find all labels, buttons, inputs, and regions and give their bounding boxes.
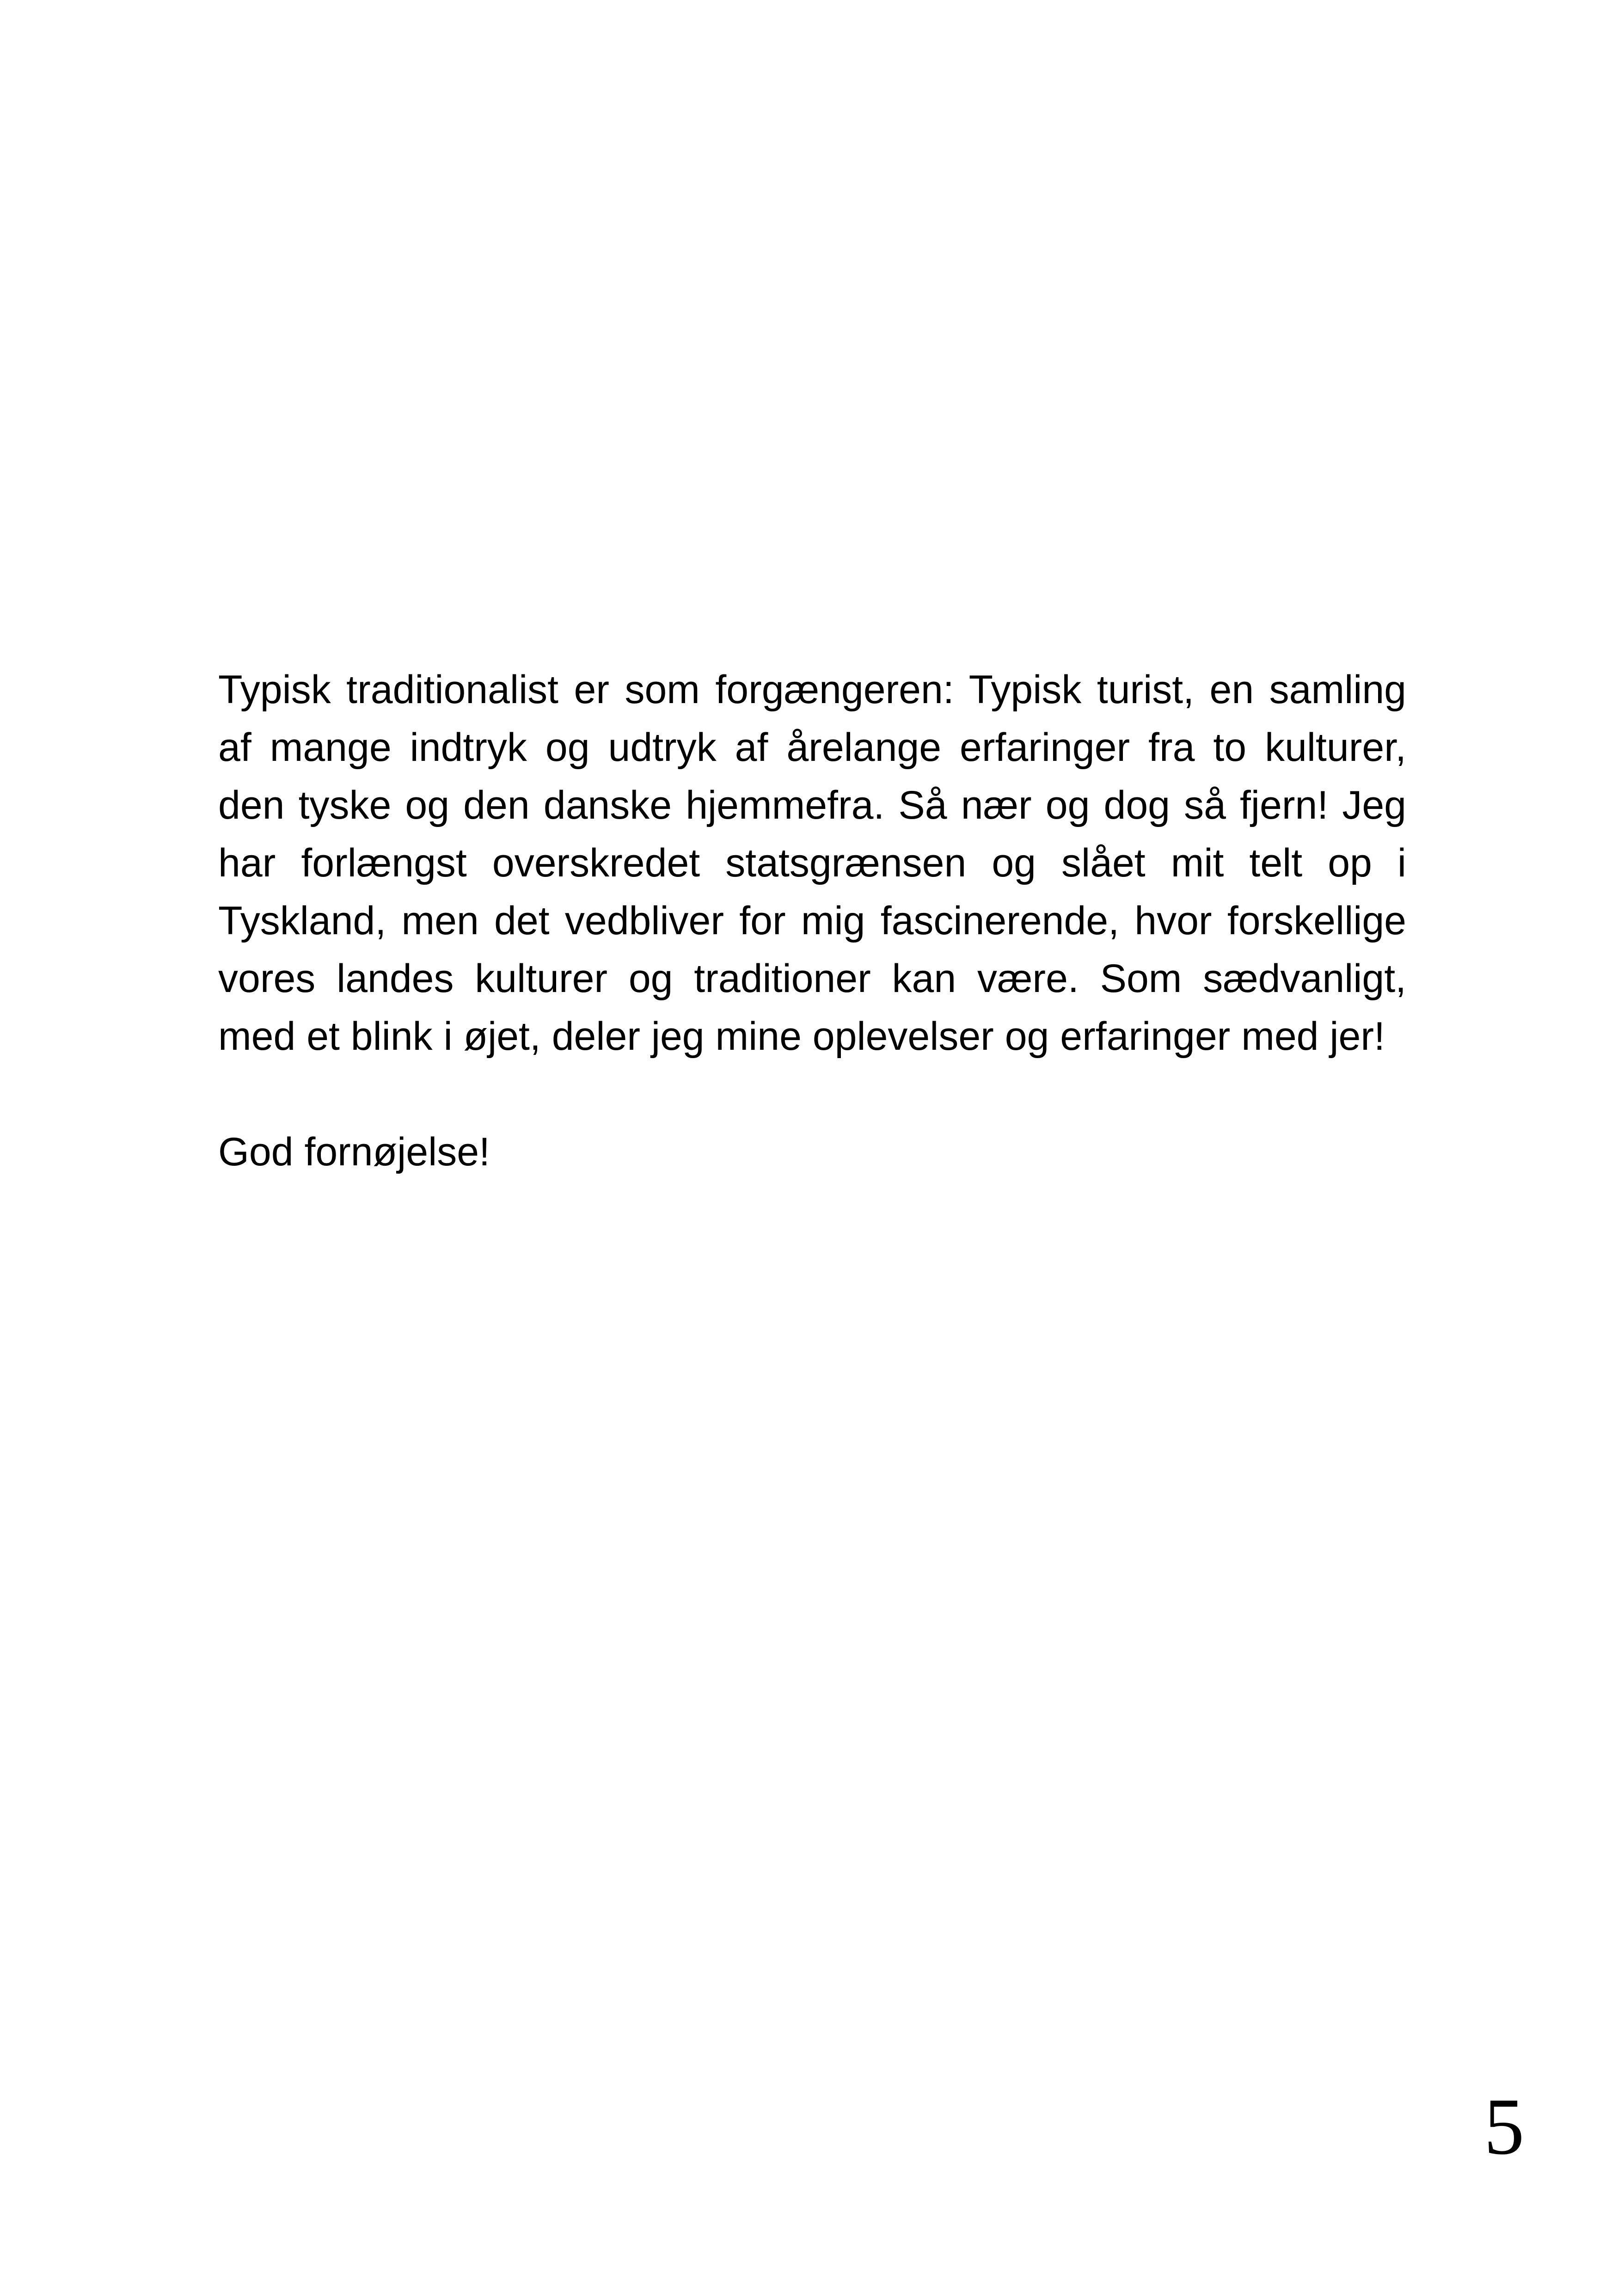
page-number: 5: [1484, 2082, 1525, 2171]
intro-paragraph: Typisk traditionalist er som forgængeren: Typisk turist, en samling af mange indtryk og udtryk af årelange erfaringer fra to kulturer, den tyske og den danske hjemmefra. Så nær og dog så fjern! Jeg har forlængst overskredet statsgrænsen og slået mit telt op i Tyskland, men det vedbliver for mig fascinerende, hvor forskellige vores landes kulturer og traditioner kan være. Som sædvanligt, med et blink i øjet, deler jeg mine oplevelser og erfaringer med jer!: [218, 667, 1406, 1059]
closing-line: God fornøjelse!: [218, 1130, 490, 1174]
body-text: [218, 661, 1406, 1065]
